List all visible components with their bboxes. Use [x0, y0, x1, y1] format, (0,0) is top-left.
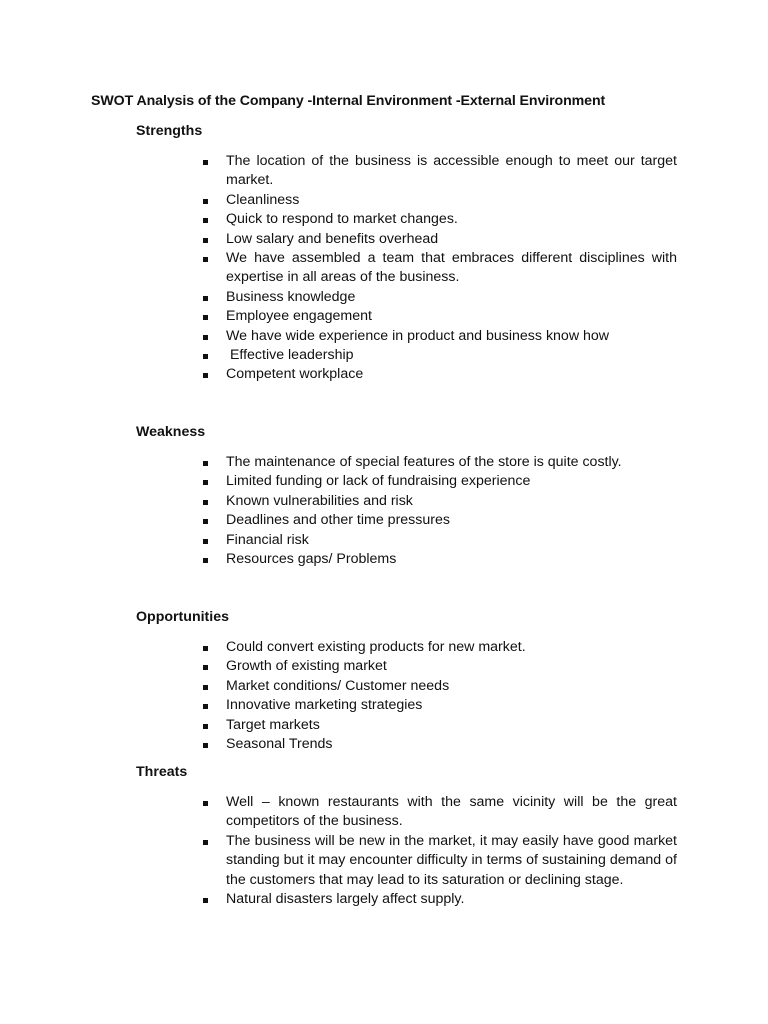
bullet-icon [203, 704, 208, 709]
list-item: The maintenance of special features of the store is quite costly. [203, 453, 677, 472]
section-heading-threats: Threats [136, 764, 188, 780]
list-item: Well – known restaurants with the same vicinity will be the great competitors of the business. [203, 793, 677, 832]
bullet-icon [203, 685, 208, 690]
list-item: We have wide experience in product and business know how [203, 327, 677, 346]
list-item: Target markets [203, 716, 677, 735]
list-item: Low salary and benefits overhead [203, 230, 677, 249]
section-heading-weakness: Weakness [136, 424, 206, 440]
list-item: Competent workplace [203, 365, 677, 384]
list-item: The location of the business is accessible enough to meet our target market. [203, 152, 677, 191]
bullet-icon [203, 296, 208, 301]
threats-list [203, 793, 677, 909]
bullet-icon [203, 480, 208, 485]
list-item: Known vulnerabilities and risk [203, 492, 677, 511]
bullet-icon [203, 898, 208, 903]
list-item: Financial risk [203, 531, 677, 550]
list-item: The business will be new in the market, it may easily have good market standing but it may encounter difficulty in terms of sustaining demand of the customers that may lead to its saturation or declining stage. [203, 832, 677, 890]
list-item: Effective leadership [203, 346, 677, 365]
list-item: Deadlines and other time pressures [203, 511, 677, 530]
bullet-icon [203, 218, 208, 223]
strengths-list [203, 152, 677, 385]
opportunities-list [203, 638, 677, 754]
list-item: Employee engagement [203, 307, 677, 326]
list-item: Resources gaps/ Problems [203, 550, 677, 569]
list-item: Cleanliness [203, 191, 677, 210]
bullet-icon [203, 665, 208, 670]
bullet-icon [203, 519, 208, 524]
bullet-icon [203, 354, 208, 359]
document-title: SWOT Analysis of the Company -Internal Environment -External Environment [91, 93, 606, 109]
list-item: Natural disasters largely affect supply. [203, 890, 677, 909]
weakness-list [203, 453, 677, 569]
bullet-icon [203, 840, 208, 845]
bullet-icon [203, 558, 208, 563]
bullet-icon [203, 500, 208, 505]
bullet-icon [203, 461, 208, 466]
bullet-icon [203, 160, 208, 165]
bullet-icon [203, 257, 208, 262]
section-heading-strengths: Strengths [136, 123, 203, 139]
bullet-icon [203, 373, 208, 378]
bullet-icon [203, 646, 208, 651]
list-item: We have assembled a team that embraces different disciplines with expertise in all areas of the business. [203, 249, 677, 288]
list-item: Market conditions/ Customer needs [203, 677, 677, 696]
list-item: Innovative marketing strategies [203, 696, 677, 715]
list-item: Growth of existing market [203, 657, 677, 676]
bullet-icon [203, 724, 208, 729]
bullet-icon [203, 801, 208, 806]
bullet-icon [203, 238, 208, 243]
list-item: Could convert existing products for new market. [203, 638, 677, 657]
list-item: Quick to respond to market changes. [203, 210, 677, 229]
bullet-icon [203, 335, 208, 340]
bullet-icon [203, 539, 208, 544]
list-item: Seasonal Trends [203, 735, 677, 754]
bullet-icon [203, 743, 208, 748]
list-item: Limited funding or lack of fundraising experience [203, 472, 677, 491]
bullet-icon [203, 315, 208, 320]
section-heading-opportunities: Opportunities [136, 609, 230, 625]
bullet-icon [203, 199, 208, 204]
list-item: Business knowledge [203, 288, 677, 307]
